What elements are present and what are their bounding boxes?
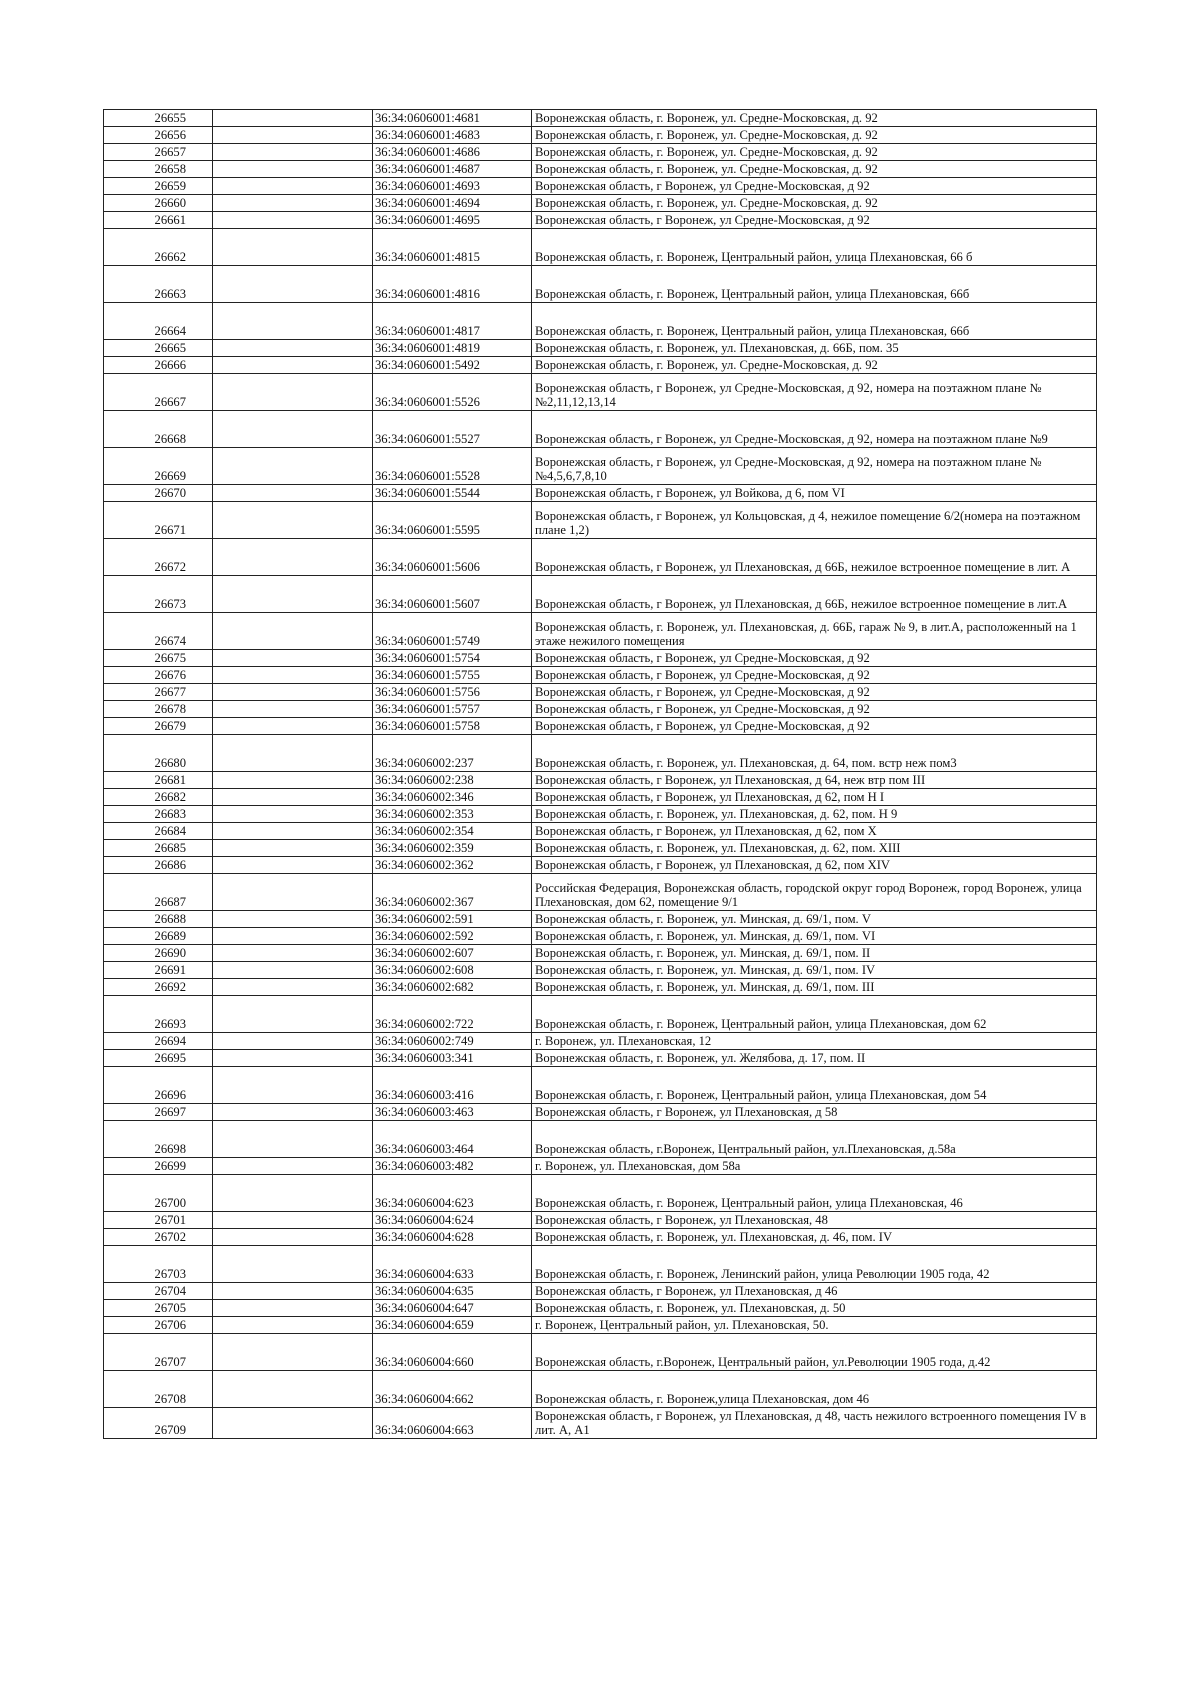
cadastral-number: 36:34:0606001:5492 xyxy=(373,357,532,374)
row-number: 26701 xyxy=(104,1212,213,1229)
table-row xyxy=(104,340,1097,357)
empty-cell xyxy=(213,502,373,539)
row-number: 26708 xyxy=(104,1371,213,1408)
cadastral-number: 36:34:0606001:4819 xyxy=(373,340,532,357)
table-row xyxy=(104,962,1097,979)
table-row xyxy=(104,1104,1097,1121)
empty-cell xyxy=(213,110,373,127)
empty-cell xyxy=(213,229,373,266)
row-number: 26661 xyxy=(104,212,213,229)
cadastral-number: 36:34:0606004:635 xyxy=(373,1283,532,1300)
table-row xyxy=(104,945,1097,962)
address: Воронежская область, г Воронеж, ул Средне-Московская, д 92 xyxy=(532,701,1097,718)
row-number: 26670 xyxy=(104,485,213,502)
table-row xyxy=(104,911,1097,928)
cadastral-number: 36:34:0606001:4815 xyxy=(373,229,532,266)
table-row xyxy=(104,1050,1097,1067)
address: Воронежская область, г. Воронеж, Центральный район, улица Плехановская, дом 62 xyxy=(532,996,1097,1033)
table-row xyxy=(104,1371,1097,1408)
address: Воронежская область, г Воронеж, ул Средне-Московская, д 92, номера на поэтажном плане №№2,11,12,13,14 xyxy=(532,374,1097,411)
cadastral-number: 36:34:0606001:4681 xyxy=(373,110,532,127)
empty-cell xyxy=(213,1158,373,1175)
address: Воронежская область, г Воронеж, ул Средне-Московская, д 92, номера на поэтажном плане №9 xyxy=(532,411,1097,448)
address: Воронежская область, г. Воронеж, ул. Минская, д. 69/1, пом. II xyxy=(532,945,1097,962)
table-row xyxy=(104,684,1097,701)
cadastral-number: 36:34:0606003:464 xyxy=(373,1121,532,1158)
empty-cell xyxy=(213,161,373,178)
row-number: 26664 xyxy=(104,303,213,340)
cadastral-number: 36:34:0606001:5526 xyxy=(373,374,532,411)
empty-cell xyxy=(213,212,373,229)
row-number: 26668 xyxy=(104,411,213,448)
address: Воронежская область, г Воронеж, ул Плехановская, д 62, пом Х xyxy=(532,823,1097,840)
address: Воронежская область, г Воронеж, ул Средне-Московская, д 92, номера на поэтажном плане №№4,5,6,7,8,10 xyxy=(532,448,1097,485)
empty-cell xyxy=(213,374,373,411)
address: Воронежская область, г. Воронеж, ул. Плехановская, д. 62, пом. XIII xyxy=(532,840,1097,857)
address: Воронежская область, г. Воронеж, ул. Минская, д. 69/1, пом. III xyxy=(532,979,1097,996)
empty-cell xyxy=(213,979,373,996)
cadastral-number: 36:34:0606003:482 xyxy=(373,1158,532,1175)
cadastral-number: 36:34:0606004:628 xyxy=(373,1229,532,1246)
row-number: 26681 xyxy=(104,772,213,789)
table-row xyxy=(104,1212,1097,1229)
row-number: 26688 xyxy=(104,911,213,928)
empty-cell xyxy=(213,1408,373,1439)
table-row xyxy=(104,1334,1097,1371)
empty-cell xyxy=(213,303,373,340)
empty-cell xyxy=(213,772,373,789)
address: Воронежская область, г Воронеж, ул Средне-Московская, д 92 xyxy=(532,718,1097,735)
table-row xyxy=(104,303,1097,340)
row-number: 26669 xyxy=(104,448,213,485)
row-number: 26706 xyxy=(104,1317,213,1334)
table-row xyxy=(104,1033,1097,1050)
empty-cell xyxy=(213,650,373,667)
row-number: 26709 xyxy=(104,1408,213,1439)
cadastral-number: 36:34:0606001:5758 xyxy=(373,718,532,735)
address: Воронежская область, г. Воронеж, Центральный район, улица Плехановская, 46 xyxy=(532,1175,1097,1212)
row-number: 26665 xyxy=(104,340,213,357)
address: Воронежская область, г Воронеж, ул Плехановская, д 48, часть нежилого встроенного помещения IV в лит. А, А1 xyxy=(532,1408,1097,1439)
row-number: 26678 xyxy=(104,701,213,718)
table-row xyxy=(104,996,1097,1033)
row-number: 26667 xyxy=(104,374,213,411)
cadastral-number: 36:34:0606004:660 xyxy=(373,1334,532,1371)
table-row xyxy=(104,667,1097,684)
cadastral-number: 36:34:0606004:623 xyxy=(373,1175,532,1212)
cadastral-number: 36:34:0606001:5544 xyxy=(373,485,532,502)
table-row xyxy=(104,374,1097,411)
address: Воронежская область, г. Воронеж, Ленинский район, улица Революции 1905 года, 42 xyxy=(532,1246,1097,1283)
address: Воронежская область, г Воронеж, ул Плехановская, д 62, пом XIV xyxy=(532,857,1097,874)
row-number: 26704 xyxy=(104,1283,213,1300)
empty-cell xyxy=(213,195,373,212)
address: Воронежская область, г. Воронеж, ул. Средне-Московская, д. 92 xyxy=(532,110,1097,127)
empty-cell xyxy=(213,613,373,650)
table-row xyxy=(104,1283,1097,1300)
empty-cell xyxy=(213,718,373,735)
empty-cell xyxy=(213,340,373,357)
table-row xyxy=(104,840,1097,857)
table-row xyxy=(104,357,1097,374)
table-row xyxy=(104,1067,1097,1104)
empty-cell xyxy=(213,1212,373,1229)
address: Воронежская область, г. Воронеж, ул. Плехановская, д. 46, пом. IV xyxy=(532,1229,1097,1246)
cadastral-number: 36:34:0606001:4695 xyxy=(373,212,532,229)
row-number: 26657 xyxy=(104,144,213,161)
cadastral-number: 36:34:0606001:5755 xyxy=(373,667,532,684)
row-number: 26685 xyxy=(104,840,213,857)
address: Воронежская область, г. Воронеж, Центральный район, улица Плехановская, 66б xyxy=(532,266,1097,303)
address: Воронежская область, г Воронеж, ул Плехановская, д 58 xyxy=(532,1104,1097,1121)
address: Воронежская область, г. Воронеж, ул. Плехановская, д. 62, пом. Н 9 xyxy=(532,806,1097,823)
cadastral-number: 36:34:0606001:4687 xyxy=(373,161,532,178)
table-row xyxy=(104,650,1097,667)
address: г. Воронеж, ул. Плехановская, дом 58а xyxy=(532,1158,1097,1175)
cadastral-number: 36:34:0606004:633 xyxy=(373,1246,532,1283)
empty-cell xyxy=(213,144,373,161)
table-row xyxy=(104,823,1097,840)
table-row xyxy=(104,448,1097,485)
table-row xyxy=(104,1246,1097,1283)
table-row xyxy=(104,979,1097,996)
cadastral-number: 36:34:0606001:5528 xyxy=(373,448,532,485)
row-number: 26695 xyxy=(104,1050,213,1067)
table-row xyxy=(104,539,1097,576)
table-row xyxy=(104,772,1097,789)
row-number: 26658 xyxy=(104,161,213,178)
cadastral-number: 36:34:0606002:353 xyxy=(373,806,532,823)
empty-cell xyxy=(213,962,373,979)
row-number: 26689 xyxy=(104,928,213,945)
address: г. Воронеж, ул. Плехановская, 12 xyxy=(532,1033,1097,1050)
row-number: 26677 xyxy=(104,684,213,701)
empty-cell xyxy=(213,911,373,928)
row-number: 26690 xyxy=(104,945,213,962)
cadastral-number: 36:34:0606002:608 xyxy=(373,962,532,979)
row-number: 26676 xyxy=(104,667,213,684)
address: Воронежская область, г Воронеж, ул Средне-Московская, д 92 xyxy=(532,212,1097,229)
table-row xyxy=(104,874,1097,911)
address: Воронежская область, г Воронеж, ул Плехановская, 48 xyxy=(532,1212,1097,1229)
address: Воронежская область, г. Воронеж, Центральный район, улица Плехановская, 66б xyxy=(532,303,1097,340)
cadastral-number: 36:34:0606002:722 xyxy=(373,996,532,1033)
address: Воронежская область, г. Воронеж, ул. Плехановская, д. 66Б, гараж № 9, в лит.А, расположенный на 1 этаже нежилого помещения xyxy=(532,613,1097,650)
empty-cell xyxy=(213,789,373,806)
empty-cell xyxy=(213,576,373,613)
table-row xyxy=(104,857,1097,874)
address: Воронежская область, г. Воронеж, ул. Плехановская, д. 50 xyxy=(532,1300,1097,1317)
empty-cell xyxy=(213,1050,373,1067)
empty-cell xyxy=(213,823,373,840)
cadastral-number: 36:34:0606003:463 xyxy=(373,1104,532,1121)
empty-cell xyxy=(213,1334,373,1371)
empty-cell xyxy=(213,684,373,701)
table-row xyxy=(104,1300,1097,1317)
cadastral-number: 36:34:0606004:663 xyxy=(373,1408,532,1439)
address: Воронежская область, г. Воронеж, ул. Средне-Московская, д. 92 xyxy=(532,195,1097,212)
table-row xyxy=(104,229,1097,266)
table-row xyxy=(104,1158,1097,1175)
row-number: 26686 xyxy=(104,857,213,874)
empty-cell xyxy=(213,1121,373,1158)
table-row xyxy=(104,735,1097,772)
row-number: 26693 xyxy=(104,996,213,1033)
cadastral-number: 36:34:0606001:5606 xyxy=(373,539,532,576)
address: Воронежская область, г Воронеж, ул Средне-Московская, д 92 xyxy=(532,178,1097,195)
row-number: 26694 xyxy=(104,1033,213,1050)
address: Воронежская область, г. Воронеж, Центральный район, улица Плехановская, 66 б xyxy=(532,229,1097,266)
table-row xyxy=(104,110,1097,127)
table-row xyxy=(104,1121,1097,1158)
table-row xyxy=(104,127,1097,144)
row-number: 26675 xyxy=(104,650,213,667)
row-number: 26692 xyxy=(104,979,213,996)
row-number: 26703 xyxy=(104,1246,213,1283)
cadastral-number: 36:34:0606002:591 xyxy=(373,911,532,928)
row-number: 26683 xyxy=(104,806,213,823)
cadastral-number: 36:34:0606003:416 xyxy=(373,1067,532,1104)
cadastral-number: 36:34:0606002:238 xyxy=(373,772,532,789)
cadastral-number: 36:34:0606002:362 xyxy=(373,857,532,874)
row-number: 26672 xyxy=(104,539,213,576)
row-number: 26697 xyxy=(104,1104,213,1121)
row-number: 26691 xyxy=(104,962,213,979)
empty-cell xyxy=(213,1229,373,1246)
row-number: 26662 xyxy=(104,229,213,266)
cadastral-number: 36:34:0606001:4816 xyxy=(373,266,532,303)
cadastral-number: 36:34:0606004:624 xyxy=(373,1212,532,1229)
empty-cell xyxy=(213,1371,373,1408)
address: Воронежская область, г Воронеж, ул Кольцовская, д 4, нежилое помещение 6/2(номера на поэтажном плане 1,2) xyxy=(532,502,1097,539)
registry-table xyxy=(103,109,1097,1439)
cadastral-number: 36:34:0606002:237 xyxy=(373,735,532,772)
address: Воронежская область, г Воронеж, ул Плехановская, д 64, неж втр пом III xyxy=(532,772,1097,789)
empty-cell xyxy=(213,411,373,448)
empty-cell xyxy=(213,178,373,195)
empty-cell xyxy=(213,735,373,772)
table-row xyxy=(104,502,1097,539)
table-row xyxy=(104,718,1097,735)
cadastral-number: 36:34:0606001:5749 xyxy=(373,613,532,650)
address: Воронежская область, г Воронеж, ул Плехановская, д 66Б, нежилое встроенное помещение в лит. А xyxy=(532,539,1097,576)
cadastral-number: 36:34:0606001:5595 xyxy=(373,502,532,539)
cadastral-number: 36:34:0606002:592 xyxy=(373,928,532,945)
row-number: 26655 xyxy=(104,110,213,127)
address: Воронежская область, г. Воронеж, ул. Желябова, д. 17, пом. II xyxy=(532,1050,1097,1067)
address: Воронежская область, г Воронеж, ул Средне-Московская, д 92 xyxy=(532,667,1097,684)
row-number: 26666 xyxy=(104,357,213,374)
row-number: 26698 xyxy=(104,1121,213,1158)
address: Воронежская область, г. Воронеж, ул. Средне-Московская, д. 92 xyxy=(532,357,1097,374)
address: Воронежская область, г Воронеж, ул Средне-Московская, д 92 xyxy=(532,684,1097,701)
empty-cell xyxy=(213,701,373,718)
table-row xyxy=(104,178,1097,195)
address: Воронежская область, г. Воронеж, Центральный район, улица Плехановская, дом 54 xyxy=(532,1067,1097,1104)
address: Воронежская область, г. Воронеж, ул. Средне-Московская, д. 92 xyxy=(532,127,1097,144)
cadastral-number: 36:34:0606001:4694 xyxy=(373,195,532,212)
table-row xyxy=(104,576,1097,613)
row-number: 26663 xyxy=(104,266,213,303)
table-row xyxy=(104,485,1097,502)
cadastral-number: 36:34:0606002:346 xyxy=(373,789,532,806)
row-number: 26684 xyxy=(104,823,213,840)
empty-cell xyxy=(213,857,373,874)
empty-cell xyxy=(213,1104,373,1121)
empty-cell xyxy=(213,1175,373,1212)
empty-cell xyxy=(213,1283,373,1300)
row-number: 26702 xyxy=(104,1229,213,1246)
cadastral-number: 36:34:0606002:354 xyxy=(373,823,532,840)
empty-cell xyxy=(213,539,373,576)
cadastral-number: 36:34:0606002:367 xyxy=(373,874,532,911)
row-number: 26673 xyxy=(104,576,213,613)
table-row xyxy=(104,411,1097,448)
table-row xyxy=(104,144,1097,161)
empty-cell xyxy=(213,667,373,684)
table-row xyxy=(104,1175,1097,1212)
table-row xyxy=(104,928,1097,945)
empty-cell xyxy=(213,996,373,1033)
empty-cell xyxy=(213,1317,373,1334)
table-row xyxy=(104,806,1097,823)
empty-cell xyxy=(213,1033,373,1050)
address: Воронежская область, г. Воронеж, ул. Минская, д. 69/1, пом. V xyxy=(532,911,1097,928)
cadastral-number: 36:34:0606002:749 xyxy=(373,1033,532,1050)
cadastral-number: 36:34:0606001:4683 xyxy=(373,127,532,144)
empty-cell xyxy=(213,448,373,485)
cadastral-number: 36:34:0606001:5757 xyxy=(373,701,532,718)
address: Воронежская область, г. Воронеж, ул. Средне-Московская, д. 92 xyxy=(532,144,1097,161)
address: Воронежская область, г.Воронеж, Центральный район, ул.Революции 1905 года, д.42 xyxy=(532,1334,1097,1371)
empty-cell xyxy=(213,127,373,144)
address: Воронежская область, г Воронеж, ул Средне-Московская, д 92 xyxy=(532,650,1097,667)
table-row xyxy=(104,1229,1097,1246)
row-number: 26659 xyxy=(104,178,213,195)
cadastral-number: 36:34:0606001:5607 xyxy=(373,576,532,613)
address: Воронежская область, г. Воронеж, ул. Средне-Московская, д. 92 xyxy=(532,161,1097,178)
empty-cell xyxy=(213,485,373,502)
row-number: 26679 xyxy=(104,718,213,735)
table-row xyxy=(104,212,1097,229)
cadastral-number: 36:34:0606002:607 xyxy=(373,945,532,962)
table-row xyxy=(104,1317,1097,1334)
empty-cell xyxy=(213,1067,373,1104)
row-number: 26687 xyxy=(104,874,213,911)
empty-cell xyxy=(213,928,373,945)
row-number: 26707 xyxy=(104,1334,213,1371)
row-number: 26699 xyxy=(104,1158,213,1175)
row-number: 26671 xyxy=(104,502,213,539)
table-row xyxy=(104,266,1097,303)
cadastral-number: 36:34:0606002:359 xyxy=(373,840,532,857)
table-row xyxy=(104,701,1097,718)
address: Воронежская область, г. Воронеж, ул. Минская, д. 69/1, пом. IV xyxy=(532,962,1097,979)
registry-table-body xyxy=(104,110,1097,1439)
address: Воронежская область, г. Воронеж, ул. Минская, д. 69/1, пом. VI xyxy=(532,928,1097,945)
cadastral-number: 36:34:0606001:5756 xyxy=(373,684,532,701)
cadastral-number: 36:34:0606001:4693 xyxy=(373,178,532,195)
empty-cell xyxy=(213,840,373,857)
address: Воронежская область, г Воронеж, ул Плехановская, д 66Б, нежилое встроенное помещение в лит.А xyxy=(532,576,1097,613)
empty-cell xyxy=(213,1300,373,1317)
address: Воронежская область, г Воронеж, ул Плехановская, д 46 xyxy=(532,1283,1097,1300)
empty-cell xyxy=(213,945,373,962)
cadastral-number: 36:34:0606001:5754 xyxy=(373,650,532,667)
address: Воронежская область, г.Воронеж, Центральный район, ул.Плехановская, д.58а xyxy=(532,1121,1097,1158)
cadastral-number: 36:34:0606001:4686 xyxy=(373,144,532,161)
cadastral-number: 36:34:0606002:682 xyxy=(373,979,532,996)
address: Воронежская область, г. Воронеж,улица Плехановская, дом 46 xyxy=(532,1371,1097,1408)
row-number: 26700 xyxy=(104,1175,213,1212)
cadastral-number: 36:34:0606001:5527 xyxy=(373,411,532,448)
empty-cell xyxy=(213,806,373,823)
address: г. Воронеж, Центральный район, ул. Плехановская, 50. xyxy=(532,1317,1097,1334)
row-number: 26674 xyxy=(104,613,213,650)
address: Воронежская область, г Воронеж, ул Плехановская, д 62, пом Н I xyxy=(532,789,1097,806)
row-number: 26705 xyxy=(104,1300,213,1317)
table-row xyxy=(104,613,1097,650)
empty-cell xyxy=(213,874,373,911)
address: Воронежская область, г. Воронеж, ул. Плехановская, д. 64, пом. встр неж пом3 xyxy=(532,735,1097,772)
row-number: 26660 xyxy=(104,195,213,212)
table-row xyxy=(104,789,1097,806)
address: Воронежская область, г Воронеж, ул Войкова, д 6, пом VI xyxy=(532,485,1097,502)
table-row xyxy=(104,161,1097,178)
row-number: 26682 xyxy=(104,789,213,806)
row-number: 26696 xyxy=(104,1067,213,1104)
address: Российская Федерация, Воронежская область, городской округ город Воронеж, город Воронеж, улица Плехановская, дом 62, помещение 9/1 xyxy=(532,874,1097,911)
cadastral-number: 36:34:0606004:659 xyxy=(373,1317,532,1334)
cadastral-number: 36:34:0606001:4817 xyxy=(373,303,532,340)
empty-cell xyxy=(213,1246,373,1283)
address: Воронежская область, г. Воронеж, ул. Плехановская, д. 66Б, пом. 35 xyxy=(532,340,1097,357)
empty-cell xyxy=(213,266,373,303)
cadastral-number: 36:34:0606004:647 xyxy=(373,1300,532,1317)
cadastral-number: 36:34:0606003:341 xyxy=(373,1050,532,1067)
cadastral-number: 36:34:0606004:662 xyxy=(373,1371,532,1408)
table-row xyxy=(104,1408,1097,1439)
empty-cell xyxy=(213,357,373,374)
row-number: 26680 xyxy=(104,735,213,772)
row-number: 26656 xyxy=(104,127,213,144)
table-row xyxy=(104,195,1097,212)
